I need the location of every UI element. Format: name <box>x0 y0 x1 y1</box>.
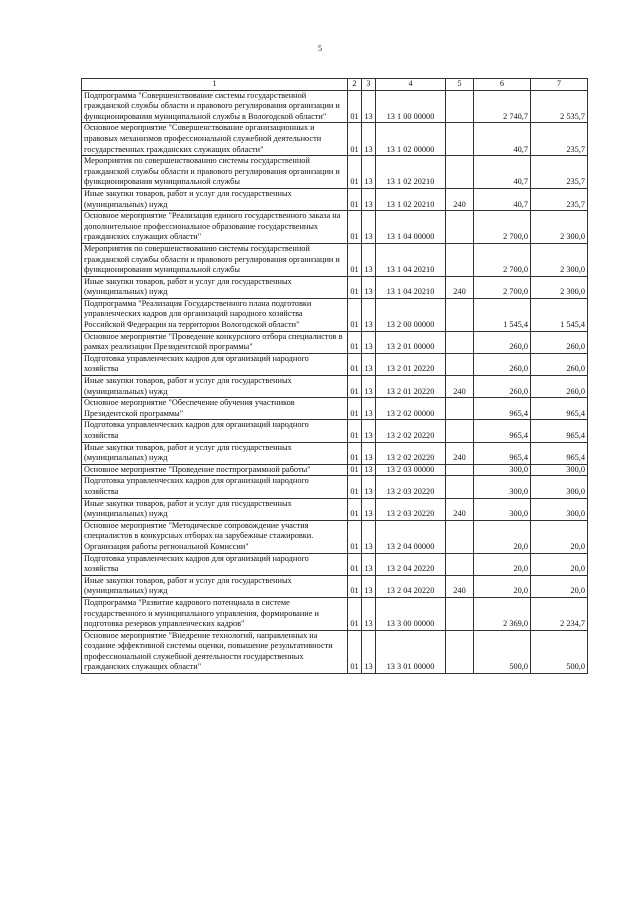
subsection-code: 13 <box>362 520 376 553</box>
amount-year-2: 20,0 <box>531 520 588 553</box>
section-code: 01 <box>348 331 362 353</box>
amount-year-1: 965,4 <box>474 420 531 442</box>
row-description: Подготовка управленческих кадров для организаций народного хозяйства <box>82 476 348 498</box>
amount-year-1: 20,0 <box>474 553 531 575</box>
expense-type-code <box>446 211 474 244</box>
expense-type-code <box>446 553 474 575</box>
subsection-code: 13 <box>362 597 376 630</box>
section-code: 01 <box>348 442 362 464</box>
amount-year-1: 1 545,4 <box>474 298 531 331</box>
amount-year-2: 235,7 <box>531 156 588 189</box>
amount-year-1: 2 700,0 <box>474 243 531 276</box>
column-header: 3 <box>362 79 376 91</box>
table-row <box>82 90 588 123</box>
target-article-code: 13 1 02 20210 <box>376 156 446 189</box>
subsection-code: 13 <box>362 353 376 375</box>
section-code: 01 <box>348 597 362 630</box>
section-code: 01 <box>348 553 362 575</box>
expense-type-code <box>446 123 474 156</box>
target-article-code: 13 1 04 20210 <box>376 243 446 276</box>
target-article-code: 13 2 04 00000 <box>376 520 446 553</box>
target-article-code: 13 2 02 20220 <box>376 420 446 442</box>
subsection-code: 13 <box>362 575 376 597</box>
expense-type-code: 240 <box>446 376 474 398</box>
row-description: Подпрограмма "Реализация Государственного плана подготовки управленческих кадров для организаций народного хозяйства Российской Федерации на территории Вологодской области" <box>82 298 348 331</box>
expense-type-code <box>446 464 474 476</box>
row-description: Мероприятия по совершенствованию системы государственной гражданской службы области и правового регулирования организации и функционирования муниципальной службы <box>82 243 348 276</box>
expense-type-code: 240 <box>446 442 474 464</box>
table-row <box>82 276 588 298</box>
amount-year-1: 40,7 <box>474 188 531 210</box>
amount-year-2: 20,0 <box>531 553 588 575</box>
section-code: 01 <box>348 464 362 476</box>
column-header: 4 <box>376 79 446 91</box>
amount-year-1: 260,0 <box>474 376 531 398</box>
subsection-code: 13 <box>362 476 376 498</box>
row-description: Подпрограмма "Совершенствование системы государственной гражданской службы области и правового регулирования организации и функционирования муниципальной службы в Вологодской области" <box>82 90 348 123</box>
amount-year-1: 300,0 <box>474 476 531 498</box>
amount-year-2: 300,0 <box>531 476 588 498</box>
amount-year-1: 2 740,7 <box>474 90 531 123</box>
target-article-code: 13 1 02 00000 <box>376 123 446 156</box>
subsection-code: 13 <box>362 156 376 189</box>
table-row <box>82 520 588 553</box>
amount-year-1: 2 700,0 <box>474 211 531 244</box>
subsection-code: 13 <box>362 398 376 420</box>
section-code: 01 <box>348 188 362 210</box>
amount-year-2: 300,0 <box>531 464 588 476</box>
amount-year-1: 40,7 <box>474 156 531 189</box>
table-row <box>82 597 588 630</box>
target-article-code: 13 2 01 00000 <box>376 331 446 353</box>
section-code: 01 <box>348 211 362 244</box>
subsection-code: 13 <box>362 553 376 575</box>
column-header: 7 <box>531 79 588 91</box>
amount-year-1: 260,0 <box>474 353 531 375</box>
target-article-code: 13 2 04 20220 <box>376 575 446 597</box>
row-description: Подготовка управленческих кадров для организаций народного хозяйства <box>82 553 348 575</box>
subsection-code: 13 <box>362 376 376 398</box>
amount-year-1: 40,7 <box>474 123 531 156</box>
row-description: Основное мероприятие "Реализация единого государственного заказа на дополнительное профессиональное образование государственных гражданских служащих области" <box>82 211 348 244</box>
amount-year-2: 260,0 <box>531 376 588 398</box>
amount-year-2: 965,4 <box>531 442 588 464</box>
row-description: Иные закупки товаров, работ и услуг для государственных (муниципальных) нужд <box>82 276 348 298</box>
target-article-code: 13 2 01 20220 <box>376 353 446 375</box>
target-article-code: 13 2 03 20220 <box>376 498 446 520</box>
row-description: Иные закупки товаров, работ и услуг для государственных (муниципальных) нужд <box>82 442 348 464</box>
row-description: Подпрограмма "Развитие кадрового потенциала в системе государственного и муниципального управления, формирование и подготовка резервов управленческих кадров" <box>82 597 348 630</box>
amount-year-1: 500,0 <box>474 630 531 673</box>
section-code: 01 <box>348 398 362 420</box>
section-code: 01 <box>348 476 362 498</box>
subsection-code: 13 <box>362 498 376 520</box>
amount-year-1: 300,0 <box>474 498 531 520</box>
table-row <box>82 464 588 476</box>
table-row <box>82 575 588 597</box>
table-row <box>82 630 588 673</box>
row-description: Основное мероприятие "Методическое сопровождение участия специалистов в конкурсных отборах на зарубежные стажировки. Организация работы региональной Комиссии" <box>82 520 348 553</box>
expense-type-code <box>446 156 474 189</box>
expense-type-code: 240 <box>446 498 474 520</box>
expense-type-code <box>446 331 474 353</box>
subsection-code: 13 <box>362 188 376 210</box>
section-code: 01 <box>348 575 362 597</box>
target-article-code: 13 2 03 20220 <box>376 476 446 498</box>
expense-type-code <box>446 420 474 442</box>
section-code: 01 <box>348 276 362 298</box>
row-description: Основное мероприятие "Проведение конкурсного отбора специалистов в рамках реализации Президентской программы" <box>82 331 348 353</box>
section-code: 01 <box>348 123 362 156</box>
table-row <box>82 376 588 398</box>
target-article-code: 13 2 04 20220 <box>376 553 446 575</box>
target-article-code: 13 1 04 20210 <box>376 276 446 298</box>
expense-type-code <box>446 476 474 498</box>
amount-year-1: 965,4 <box>474 398 531 420</box>
target-article-code: 13 2 03 00000 <box>376 464 446 476</box>
subsection-code: 13 <box>362 420 376 442</box>
subsection-code: 13 <box>362 90 376 123</box>
subsection-code: 13 <box>362 298 376 331</box>
target-article-code: 13 1 00 00000 <box>376 90 446 123</box>
amount-year-2: 2 300,0 <box>531 211 588 244</box>
table-row <box>82 156 588 189</box>
section-code: 01 <box>348 420 362 442</box>
amount-year-2: 2 300,0 <box>531 243 588 276</box>
row-description: Основное мероприятие "Проведение постпрограммной работы" <box>82 464 348 476</box>
column-header: 5 <box>446 79 474 91</box>
amount-year-1: 2 700,0 <box>474 276 531 298</box>
row-description: Подготовка управленческих кадров для организаций народного хозяйства <box>82 353 348 375</box>
expense-type-code: 240 <box>446 575 474 597</box>
table-row <box>82 298 588 331</box>
amount-year-2: 20,0 <box>531 575 588 597</box>
subsection-code: 13 <box>362 243 376 276</box>
row-description: Иные закупки товаров, работ и услуг для государственных (муниципальных) нужд <box>82 376 348 398</box>
amount-year-2: 965,4 <box>531 398 588 420</box>
section-code: 01 <box>348 243 362 276</box>
row-description: Основное мероприятие "Совершенствование организационных и правовых механизмов профессиональной служебной деятельности государственных гражданских служащих области" <box>82 123 348 156</box>
amount-year-1: 20,0 <box>474 575 531 597</box>
row-description: Иные закупки товаров, работ и услуг для государственных (муниципальных) нужд <box>82 498 348 520</box>
table-row <box>82 243 588 276</box>
table-row <box>82 123 588 156</box>
target-article-code: 13 2 02 00000 <box>376 398 446 420</box>
row-description: Подготовка управленческих кадров для организаций народного хозяйства <box>82 420 348 442</box>
table-row <box>82 398 588 420</box>
expense-type-code: 240 <box>446 188 474 210</box>
target-article-code: 13 2 00 00000 <box>376 298 446 331</box>
subsection-code: 13 <box>362 464 376 476</box>
row-description: Иные закупки товаров, работ и услуг для государственных (муниципальных) нужд <box>82 188 348 210</box>
page-number: 5 <box>318 44 322 53</box>
section-code: 01 <box>348 630 362 673</box>
amount-year-1: 20,0 <box>474 520 531 553</box>
expense-type-code <box>446 630 474 673</box>
table-row <box>82 331 588 353</box>
table-row <box>82 553 588 575</box>
subsection-code: 13 <box>362 276 376 298</box>
target-article-code: 13 2 02 20220 <box>376 442 446 464</box>
table-row <box>82 498 588 520</box>
amount-year-2: 1 545,4 <box>531 298 588 331</box>
section-code: 01 <box>348 90 362 123</box>
section-code: 01 <box>348 298 362 331</box>
amount-year-1: 300,0 <box>474 464 531 476</box>
amount-year-2: 2 300,0 <box>531 276 588 298</box>
table-row <box>82 211 588 244</box>
budget-table <box>81 78 588 674</box>
target-article-code: 13 3 01 00000 <box>376 630 446 673</box>
section-code: 01 <box>348 520 362 553</box>
amount-year-2: 235,7 <box>531 123 588 156</box>
amount-year-1: 260,0 <box>474 331 531 353</box>
column-header: 2 <box>348 79 362 91</box>
row-description: Основное мероприятие "Обеспечение обучения участников Президентской программы" <box>82 398 348 420</box>
amount-year-1: 965,4 <box>474 442 531 464</box>
table-row <box>82 476 588 498</box>
target-article-code: 13 1 02 20210 <box>376 188 446 210</box>
subsection-code: 13 <box>362 331 376 353</box>
subsection-code: 13 <box>362 442 376 464</box>
expense-type-code <box>446 398 474 420</box>
expense-type-code <box>446 243 474 276</box>
amount-year-2: 2 234,7 <box>531 597 588 630</box>
amount-year-2: 300,0 <box>531 498 588 520</box>
expense-type-code <box>446 597 474 630</box>
row-description: Основное мероприятие "Внедрение технологий, направленных на создание эффективной системы оценки, повышение результативности профессиональной служебной деятельности государственных гражданских служащих области" <box>82 630 348 673</box>
amount-year-2: 260,0 <box>531 331 588 353</box>
expense-type-code <box>446 298 474 331</box>
amount-year-2: 965,4 <box>531 420 588 442</box>
table-row <box>82 442 588 464</box>
target-article-code: 13 3 00 00000 <box>376 597 446 630</box>
table-row <box>82 420 588 442</box>
section-code: 01 <box>348 376 362 398</box>
table-header-row <box>82 79 588 91</box>
section-code: 01 <box>348 353 362 375</box>
section-code: 01 <box>348 156 362 189</box>
amount-year-2: 260,0 <box>531 353 588 375</box>
table-row <box>82 188 588 210</box>
amount-year-2: 500,0 <box>531 630 588 673</box>
subsection-code: 13 <box>362 630 376 673</box>
subsection-code: 13 <box>362 123 376 156</box>
expense-type-code <box>446 520 474 553</box>
target-article-code: 13 1 04 00000 <box>376 211 446 244</box>
subsection-code: 13 <box>362 211 376 244</box>
expense-type-code: 240 <box>446 276 474 298</box>
expense-type-code <box>446 353 474 375</box>
column-header: 6 <box>474 79 531 91</box>
amount-year-2: 2 535,7 <box>531 90 588 123</box>
target-article-code: 13 2 01 20220 <box>376 376 446 398</box>
column-header: 1 <box>82 79 348 91</box>
table-row <box>82 353 588 375</box>
row-description: Мероприятия по совершенствованию системы государственной гражданской службы области и правового регулирования организации и функционирования муниципальной службы <box>82 156 348 189</box>
expense-type-code <box>446 90 474 123</box>
row-description: Иные закупки товаров, работ и услуг для государственных (муниципальных) нужд <box>82 575 348 597</box>
section-code: 01 <box>348 498 362 520</box>
amount-year-1: 2 369,0 <box>474 597 531 630</box>
amount-year-2: 235,7 <box>531 188 588 210</box>
